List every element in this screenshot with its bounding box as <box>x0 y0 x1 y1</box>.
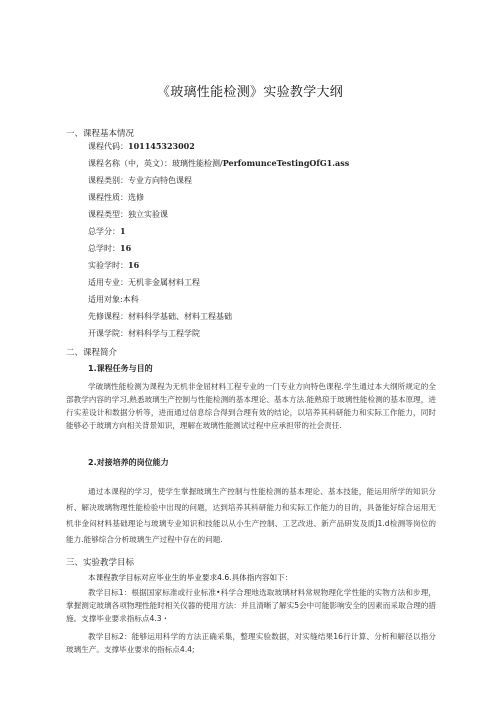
info-line-prerequisites <box>88 311 232 322</box>
goals-intro: 本课程教学目标对应毕业生的毕业要求4.6.具体指内容如下： <box>88 573 293 582</box>
info-line-course-category <box>88 175 192 186</box>
info-label: 总学时： <box>88 244 120 253</box>
info-value: 材料科学与工程学院 <box>128 329 200 338</box>
info-value: 独立实验课 <box>128 210 168 219</box>
info-label: 开课学院： <box>88 329 128 338</box>
info-label: 先修课程： <box>88 312 128 321</box>
info-label: 适用对象: <box>88 295 123 304</box>
info-value: 专业方向特色课程 <box>128 176 192 185</box>
info-label: 课程名称（中，英文）：玻璃性能检测/ <box>88 159 223 168</box>
subheading-job-ability: 2.对接培养的岗位能力 <box>88 458 169 467</box>
info-line-college <box>88 328 200 339</box>
info-line-total-credits <box>88 226 126 237</box>
info-line-lab-hours <box>88 260 139 271</box>
info-line-course-nature <box>88 192 144 203</box>
info-value: 16 <box>128 260 140 270</box>
info-line-audience <box>88 294 139 305</box>
info-value: 选修 <box>128 193 144 202</box>
info-line-major <box>88 277 200 288</box>
info-value: 无机非金属材料工程 <box>128 278 200 287</box>
info-line-course-code <box>88 141 195 152</box>
info-value: PerfomunceTestingOfG1.ass <box>222 158 350 168</box>
info-value: 16 <box>120 243 132 253</box>
paragraph-goal-2: 教学目标2：能够运用科学的方法正确采集，整理实验数据，对实缝结果16行计算、分析和解径以指分玻璃生产。支撑毕业要求的指标点4.4; <box>66 632 436 654</box>
info-line-course-type <box>88 209 168 220</box>
info-label: 总学分： <box>88 227 120 236</box>
paragraph-task-purpose: 学破璃性能检测为课程为无机非金屈材料工程专业的一门专业方向特色课程.学生通过本大纲所规定的全部教学内容的学习,熟悉玻璃生产控制与性能检测的基本理论、基本方法.能熟琼于玻璃性能检测的基本原理，进行实差设计和数据分析等，进而通过信息综合得到合理有效的结论，以培养其科研能力和实际工作能力，同时能够必于玻璃方向相关背景知识，理解在玻璃性能测试过程中应承担带的社会责任. <box>66 382 436 430</box>
section-heading-basic-info: 一、课程基本情况 <box>66 129 135 139</box>
info-label: 课程类别： <box>88 176 128 185</box>
info-value: 101145323002 <box>128 141 195 151</box>
paragraph-goal-1: 教学目标1：根据国家标准或行业标准•科学合理地选取玻璃材料常规物理化学性能的实物方法和步理，掌握测定玻璃各项物理性能时相关仪器的使用方法：并且清晰了解实5会中可能影响安全的因素而采取合理的措施。支撑毕业要求指标点4.3・ <box>66 588 436 623</box>
info-line-course-name <box>88 158 349 169</box>
info-label: 课程性质： <box>88 193 128 202</box>
info-label: 适用专业： <box>88 278 128 287</box>
info-label: 实验学时： <box>88 261 128 270</box>
info-value: 本科 <box>122 295 139 304</box>
paragraph-job-ability: 通过本课程的学习，使学生掌握玻璃生产控制与性能检测的基本理论、基本技能，能运用所学的知识分析、解决玻璃物理性能检验中出现的问题，达到培养其科研能力和实际工作能力的目的，具备能好综合运用无机非金闷材料基础理论与玻璃专业知识和技能以从小生产控制、工艺改进、新产品研发及质J1.d检测等岗位的能力.能够综合分析玻璃生产过程中存在的问题. <box>66 487 436 544</box>
info-line-total-hours <box>88 243 131 254</box>
document-title: 《玻璃性能检测》实验教学大纲 <box>156 85 344 100</box>
info-label: 课程类型： <box>88 210 128 219</box>
info-value: 材料科学基础、材料工程基础 <box>128 312 232 321</box>
section-heading-course-intro: 二、课程简介 <box>66 348 118 358</box>
info-label: 课程代码： <box>88 142 128 151</box>
section-heading-teaching-goals: 三、实验教学目标 <box>66 558 135 568</box>
subheading-task-purpose: 1.课程任务与目的 <box>88 364 153 373</box>
info-value: 1 <box>120 226 126 236</box>
